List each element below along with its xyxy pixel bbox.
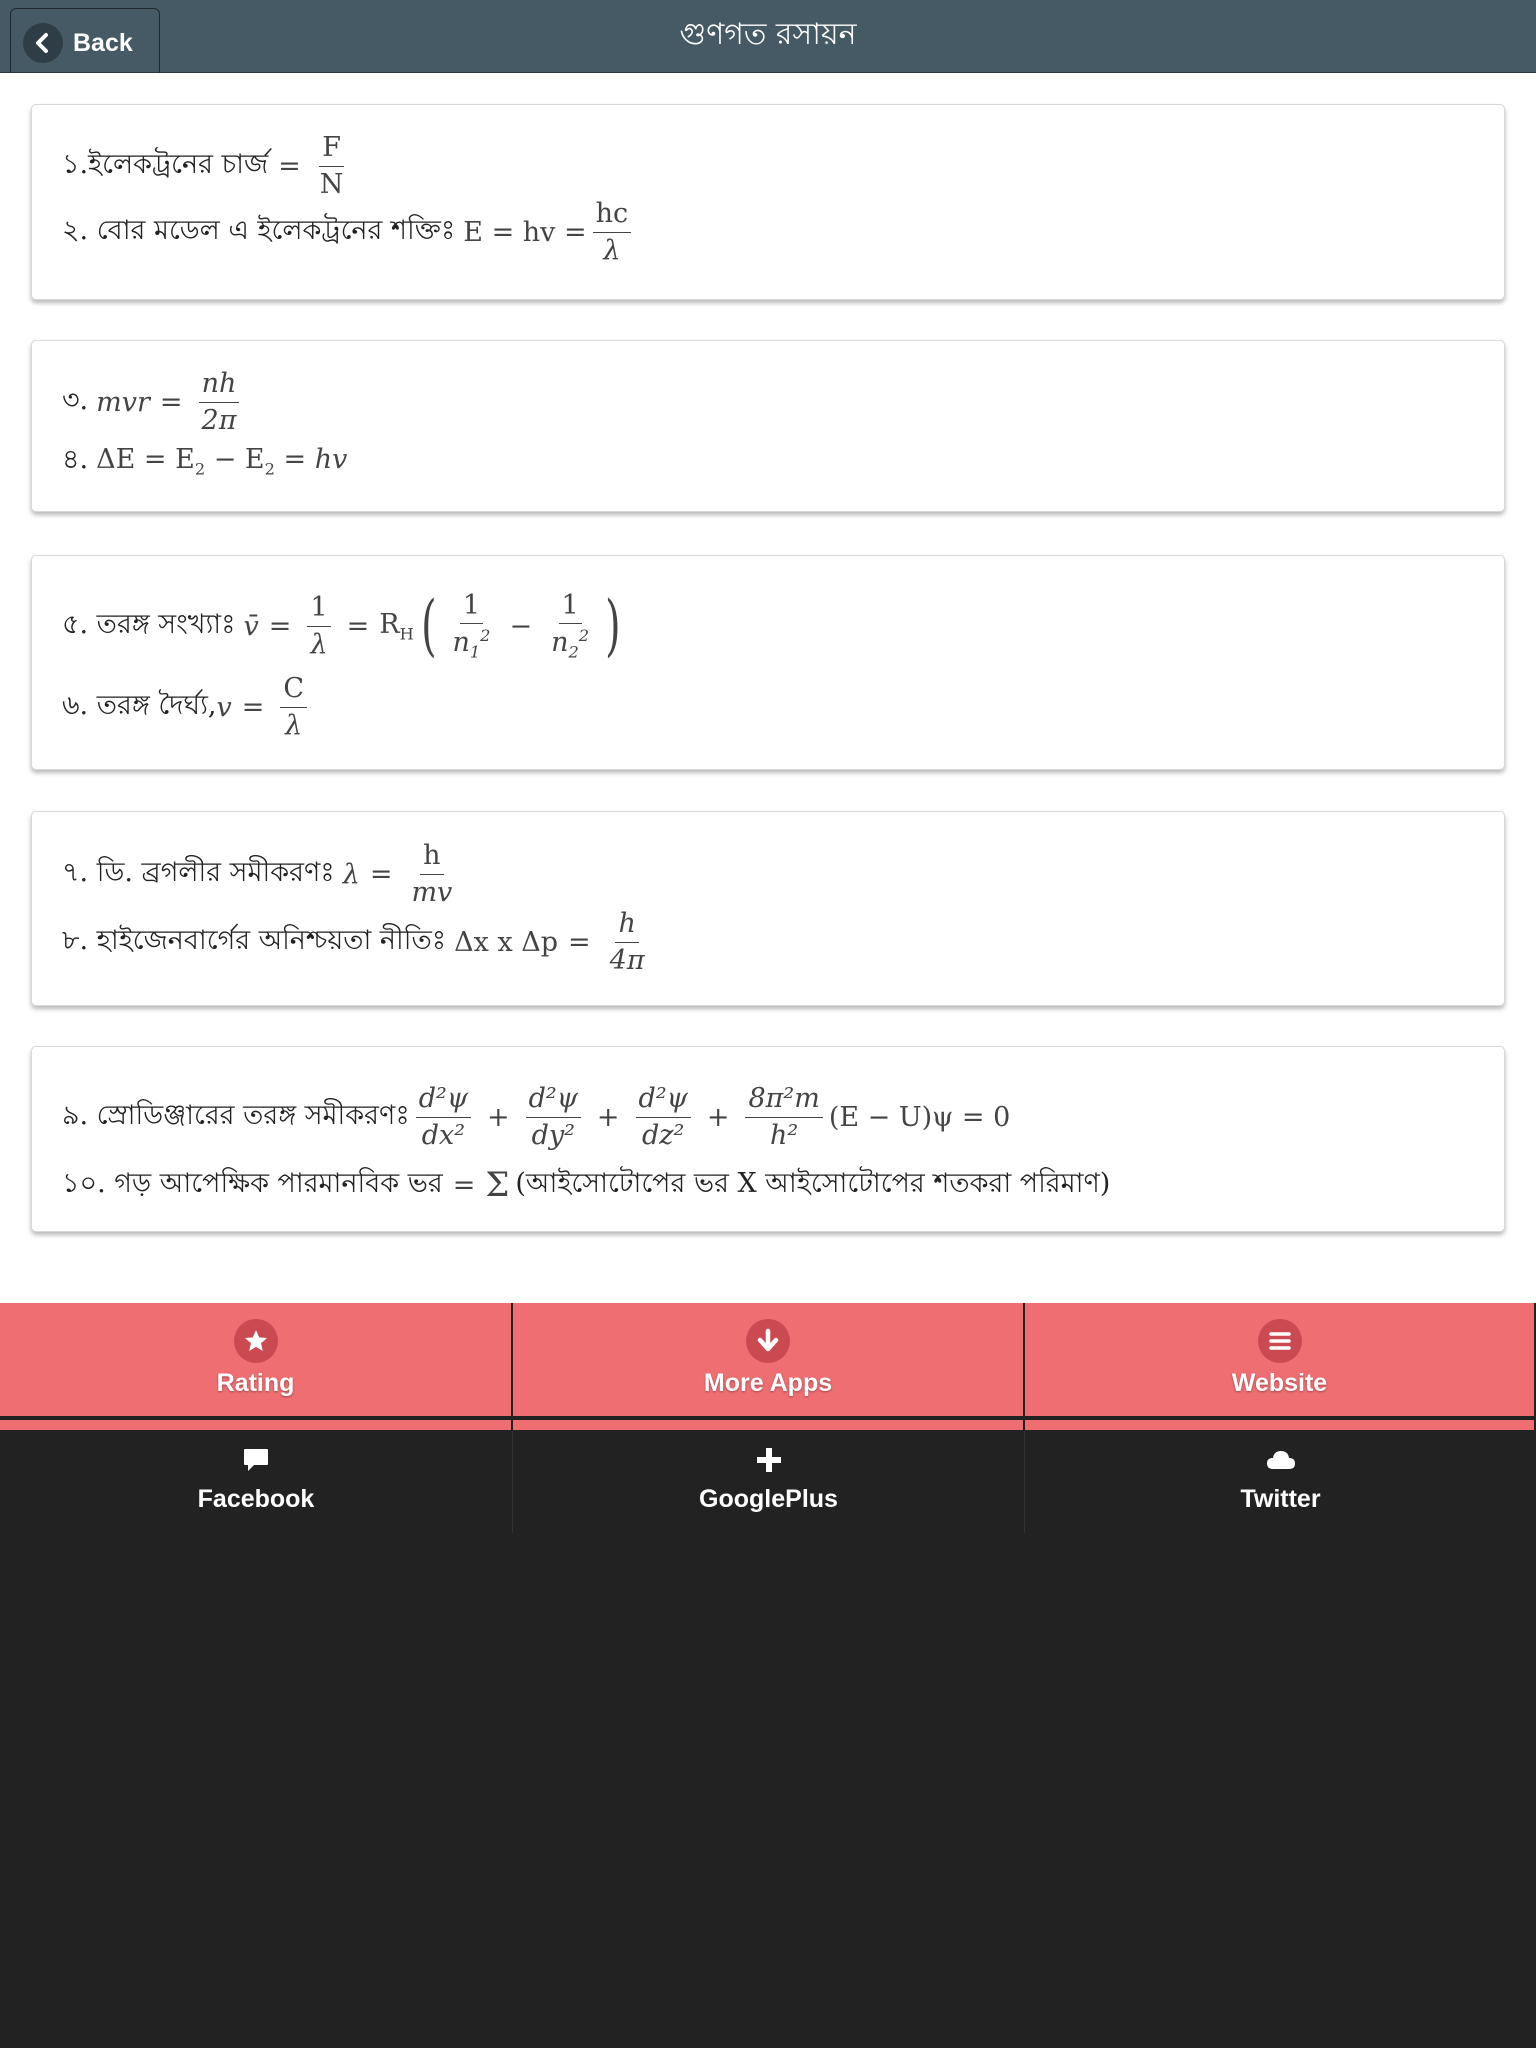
formula-5-label: ৫. তরঙ্গ সংখ্যাঃ bbox=[62, 608, 236, 640]
facebook-label: Facebook bbox=[197, 1485, 315, 1513]
googleplus-button[interactable] bbox=[513, 1431, 1025, 1533]
arrow-down-icon bbox=[746, 1319, 790, 1363]
formula-9-fraction-4: $\frac{\text{8π²m}}{\text{h²}}$ bbox=[745, 1084, 822, 1150]
formula-card-1 bbox=[31, 104, 1505, 300]
content-area bbox=[0, 73, 1536, 1303]
menu-icon bbox=[1258, 1319, 1302, 1363]
page-title: গুণগত রসায়ন bbox=[679, 17, 857, 52]
formula-10-rest: (আইসোটোপের ভর X আইসোটোপের শতকরা পরিমাণ) bbox=[515, 1167, 1111, 1199]
formula-9-tail: (E − U)ψ = 0 bbox=[828, 1101, 1011, 1133]
formula-6-label: ৬. তরঙ্গ দৈর্ঘ্য, bbox=[62, 689, 217, 721]
formula-3-numerator: nh bbox=[199, 369, 240, 403]
formula-9-fraction-3: $\frac{\text{d²ψ}}{\text{dz²}}$ bbox=[636, 1084, 691, 1150]
more-apps-button[interactable] bbox=[513, 1303, 1025, 1418]
social-button-row bbox=[0, 1431, 1536, 1533]
twitter-button[interactable] bbox=[1025, 1431, 1536, 1533]
formula-9-fraction-1: $\frac{\text{d²ψ}}{\text{dx²}}$ bbox=[416, 1084, 471, 1150]
formula-line-3: ৩. mvr = $\frac{nh}{2\pi}$ bbox=[62, 371, 245, 433]
formula-8-expression: Δx x Δp bbox=[454, 926, 559, 958]
formula-7-fraction: $\frac{h}{mv}$ bbox=[411, 839, 453, 908]
formula-8-fraction: $\frac{h}{4\pi}$ bbox=[609, 907, 645, 976]
formula-3-fraction bbox=[199, 369, 240, 435]
formula-line-2 bbox=[62, 197, 637, 266]
formula-card-4 bbox=[31, 811, 1505, 1006]
formula-1-label: ১.ইলেকট্রনের চার্জ bbox=[62, 148, 269, 180]
header-bar bbox=[0, 0, 1536, 73]
formula-3-expression: mvr bbox=[96, 386, 150, 418]
formula-3-denominator: 2π bbox=[201, 404, 237, 436]
formula-5-variable: v̄ bbox=[243, 610, 259, 642]
button-row-divider bbox=[0, 1420, 1536, 1430]
formula-9-label: ৯. স্রোডিঞ্জারের তরঙ্গ সমীকরণঃ bbox=[62, 1099, 410, 1131]
formula-1-fraction bbox=[317, 133, 347, 199]
formula-5-rydberg: $R_H$ bbox=[379, 608, 414, 644]
formula-6-fraction: $\frac{C}{\lambda}$ bbox=[280, 674, 307, 740]
formula-4-label: ৪. bbox=[62, 443, 89, 475]
formula-line-7: ৭. ডি. ব্রগলীর সমীকরণঃ λ = $\frac{h}{mv}$ bbox=[62, 842, 461, 906]
formula-4-expression: $\Delta E = E_2 - E_2$ = hv bbox=[96, 443, 348, 479]
formula-5-fraction-b: $\frac{1}{n_1^2}$ bbox=[452, 589, 491, 662]
formula-7-label: ৭. ডি. ব্রগলীর সমীকরণঃ bbox=[62, 856, 335, 888]
formula-line-6: ৬. তরঙ্গ দৈর্ঘ্য, v = $\frac{C}{\lambda}$ bbox=[62, 674, 313, 740]
formula-8-label: ৮. হাইজেনবার্গের অনিশ্চয়তা নীতিঃ bbox=[62, 924, 447, 956]
formula-2-expression: E = hv = bbox=[463, 216, 587, 248]
formula-line-8: ৮. হাইজেনবার্গের অনিশ্চয়তা নীতিঃ Δx x Δp = $\frac{h}{4\pi}$ bbox=[62, 910, 654, 974]
back-label: Back bbox=[73, 28, 133, 57]
formula-1-denominator: N bbox=[319, 168, 344, 200]
formula-7-variable: λ bbox=[342, 858, 360, 890]
formula-10-sum: Σ bbox=[485, 1165, 510, 1205]
plus-icon bbox=[752, 1443, 786, 1477]
action-button-row bbox=[0, 1303, 1536, 1418]
website-label: Website bbox=[1231, 1369, 1328, 1397]
formula-5-fraction-c: $\frac{1}{n_2^2}$ bbox=[551, 589, 590, 662]
chevron-left-icon bbox=[23, 23, 63, 63]
formula-card-3 bbox=[31, 555, 1505, 770]
formula-2-numerator: hc bbox=[593, 199, 632, 233]
more-apps-label: More Apps bbox=[703, 1369, 833, 1397]
formula-line-4 bbox=[62, 439, 347, 483]
rating-label: Rating bbox=[216, 1369, 295, 1397]
rating-button[interactable] bbox=[0, 1303, 513, 1418]
cloud-icon bbox=[1264, 1443, 1298, 1477]
formula-1-numerator: F bbox=[319, 133, 344, 167]
formula-card-5 bbox=[31, 1046, 1505, 1232]
formula-6-variable: v bbox=[216, 691, 232, 723]
formula-line-1: ১.ইলেকট্রনের চার্জ = $\frac{F}{N}$ bbox=[62, 135, 352, 197]
comment-icon bbox=[239, 1443, 273, 1477]
formula-2-fraction bbox=[593, 199, 632, 265]
formula-card-2 bbox=[31, 340, 1505, 512]
formula-line-10: ১০. গড় আপেক্ষিক পারমানবিক ভর = Σ (আইসোটোপের ভর X আইসোটোপের শতকরা পরিমাণ) bbox=[62, 1161, 1110, 1209]
star-icon bbox=[234, 1319, 278, 1363]
formula-9-fraction-2: $\frac{\text{d²ψ}}{\text{dy²}}$ bbox=[526, 1084, 581, 1150]
website-button[interactable] bbox=[1025, 1303, 1536, 1418]
twitter-label: Twitter bbox=[1240, 1485, 1321, 1513]
formula-10-label: ১০. গড় আপেক্ষিক পারমানবিক ভর bbox=[62, 1167, 443, 1199]
formula-2-denominator: λ bbox=[603, 234, 621, 266]
formula-2-label: ২. বোর মডেল এ ইলেকট্রনের শক্তিঃ bbox=[62, 214, 456, 246]
facebook-button[interactable] bbox=[0, 1431, 513, 1533]
formula-line-5: ৫. তরঙ্গ সংখ্যাঃ v̄ = $\frac{1}{\lambda}$ = $R_H$ ( $\frac{1}{n_1^2}$ − $\frac{1}{n_2^2}$ ) bbox=[62, 587, 621, 664]
formula-line-9: ৯. স্রোডিঞ্জারের তরঙ্গ সমীকরণঃ $\frac{\text{d²ψ}}{\text{dx²}}$ + $\frac{\text{d²ψ}}{\text{dy²}}$ + $\frac{\text{d²ψ}}{\text{dz²}}$ + $\frac{\text{8π²m}}{\text{h²}}$ (E − U)ψ = 0 bbox=[62, 1082, 1011, 1151]
formula-3-label: ৩. bbox=[62, 384, 89, 416]
formula-5-fraction-a: $\frac{1}{\lambda}$ bbox=[307, 593, 330, 659]
googleplus-label: GooglePlus bbox=[699, 1485, 838, 1513]
back-button[interactable] bbox=[10, 8, 160, 78]
